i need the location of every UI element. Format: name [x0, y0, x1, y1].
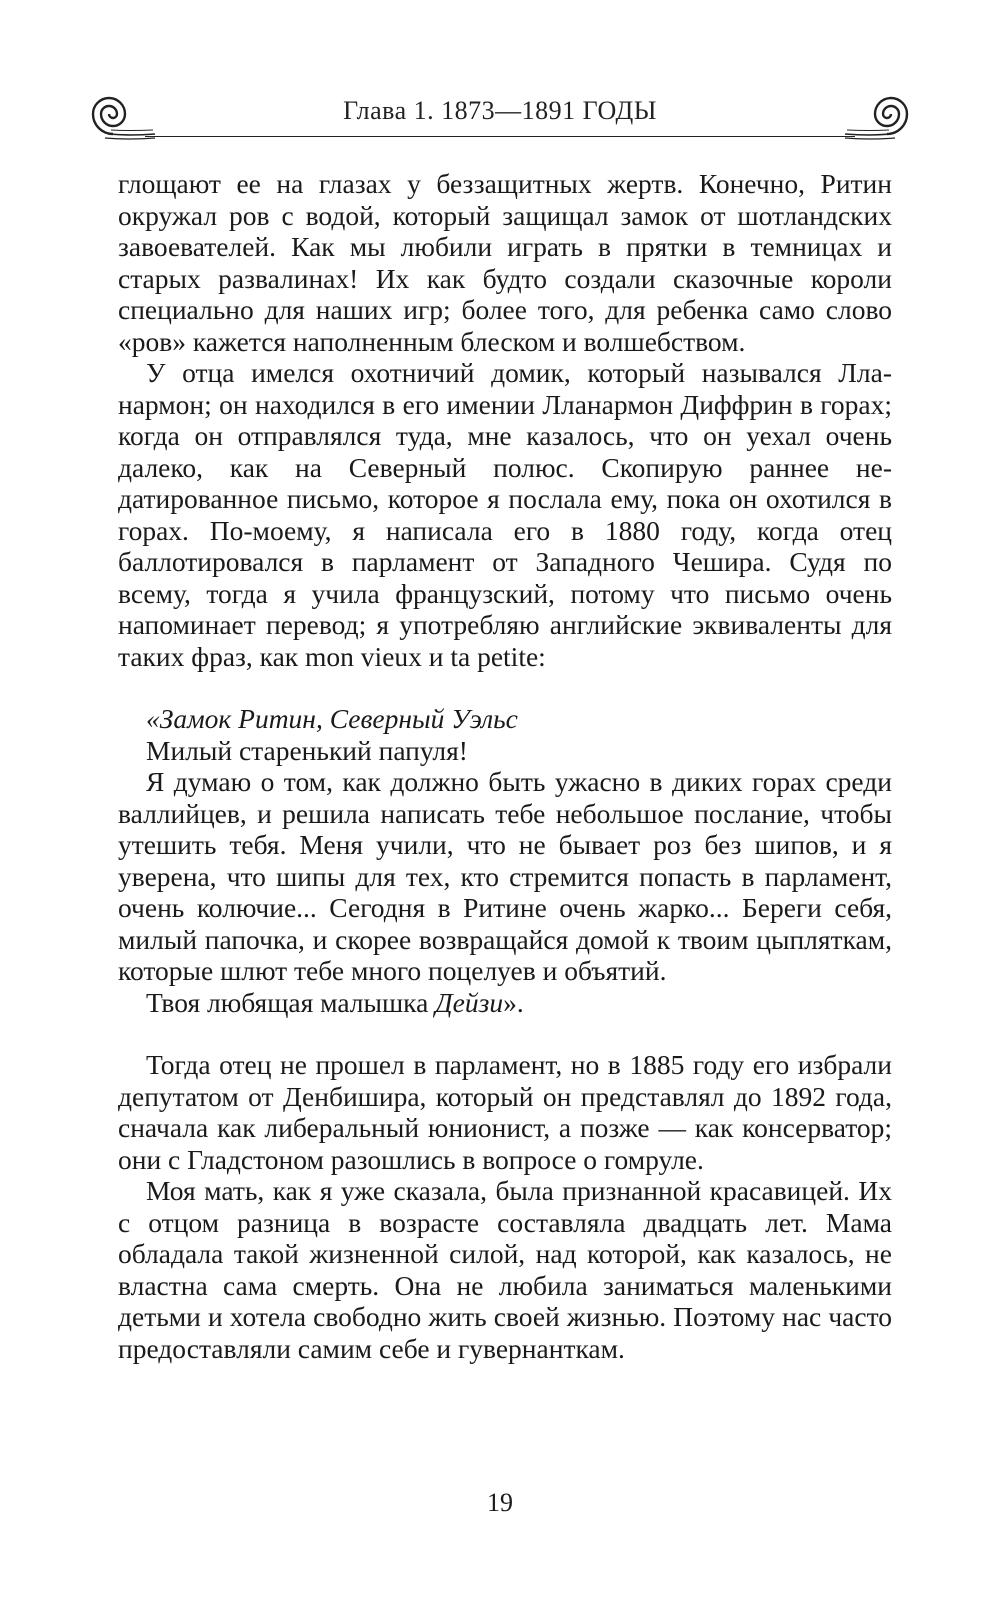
letter-closing-end: ». — [503, 986, 524, 1018]
letter-place: «Замок Ритин, Северный Уэльс — [146, 703, 518, 734]
quoted-letter — [118, 703, 892, 1018]
letter-signature: Дейзи — [435, 986, 504, 1018]
header-rule — [145, 136, 855, 137]
paragraph: Моя мать, как я уже сказала, была признанной красавицей. Их с отцом разница в возрасте составляла двадцать лет. Мама обладала такой жизненной силой, над которой, как казалось, не властна сама смерть. Она не любила заниматься маленькими детьми и хотела свободно жить своей жизнью. Поэтому нас часто предоставляли самим себе и гувернанткам. — [118, 1175, 892, 1364]
letter-body: Я думаю о том, как должно быть ужасно в диких горах среди валлийцев, и решила написать тебе небольшое послание, чтобы утешить тебя. Меня учили, что не бывает роз без шипов, и я уверена, что шипы для тех, кто стремится попасть в парламент, очень колючие... Сегодня в Ритине очень жарко... Береги себя, милый папочка, и скорее возвращайся домой к твоим цыпляткам, которые шлют тебе много поцелуев и объятий. — [118, 766, 892, 986]
paragraph: Тогда отец не прошел в парламент, но в 1885 году его избрали депутатом от Денбишира, который он представлял до 1892 года, сначала как либеральный юнионист, а позже — как консерватор; они с Гладстоном разошлись в вопросе о гомруле. — [118, 1049, 892, 1175]
after-letter — [118, 1049, 892, 1364]
letter-greeting: Милый старенький папуля! — [146, 734, 468, 766]
page-body — [118, 168, 892, 1364]
letter-closing — [118, 987, 892, 1019]
running-header — [85, 80, 915, 150]
page-number: 19 — [487, 1488, 513, 1517]
swirl-ornament-icon — [845, 84, 915, 144]
chapter-title: Глава 1. 1873—1891 ГОДЫ — [343, 96, 657, 125]
paragraph: глощают ее на глазах у беззащитных жертв. Конечно, Ритин окружал ров с водой, который защищал замок от шотландских завоевателей. Как мы любили играть в прятки в темницах и старых развалинах! Их как будто создали сказочные короли специально для наших игр; более того, для ребенка само слово «ров» кажется наполненным блеском и волшебством. — [118, 168, 892, 357]
paragraph: У отца имелся охотничий домик, который назывался Лланармон; он находился в его имении Лланармон Диффрин в горах; когда он отправлялся туда, мне казалось, что он уехал очень далеко, как на Северный полюс. Скопирую раннее недатированное письмо, которое я послала ему, пока он охотился в горах. По-моему, я написала его в 1880 году, когда отец баллотировался в парламент от Западного Чешира. Судя по всему, тогда я учила французский, потому что письмо очень напоминает перевод; я употребляю английские эквиваленты для таких фраз, как mon vieux и ta petite: — [118, 357, 892, 672]
letter-closing-text: Твоя любящая малышка — [146, 986, 436, 1018]
